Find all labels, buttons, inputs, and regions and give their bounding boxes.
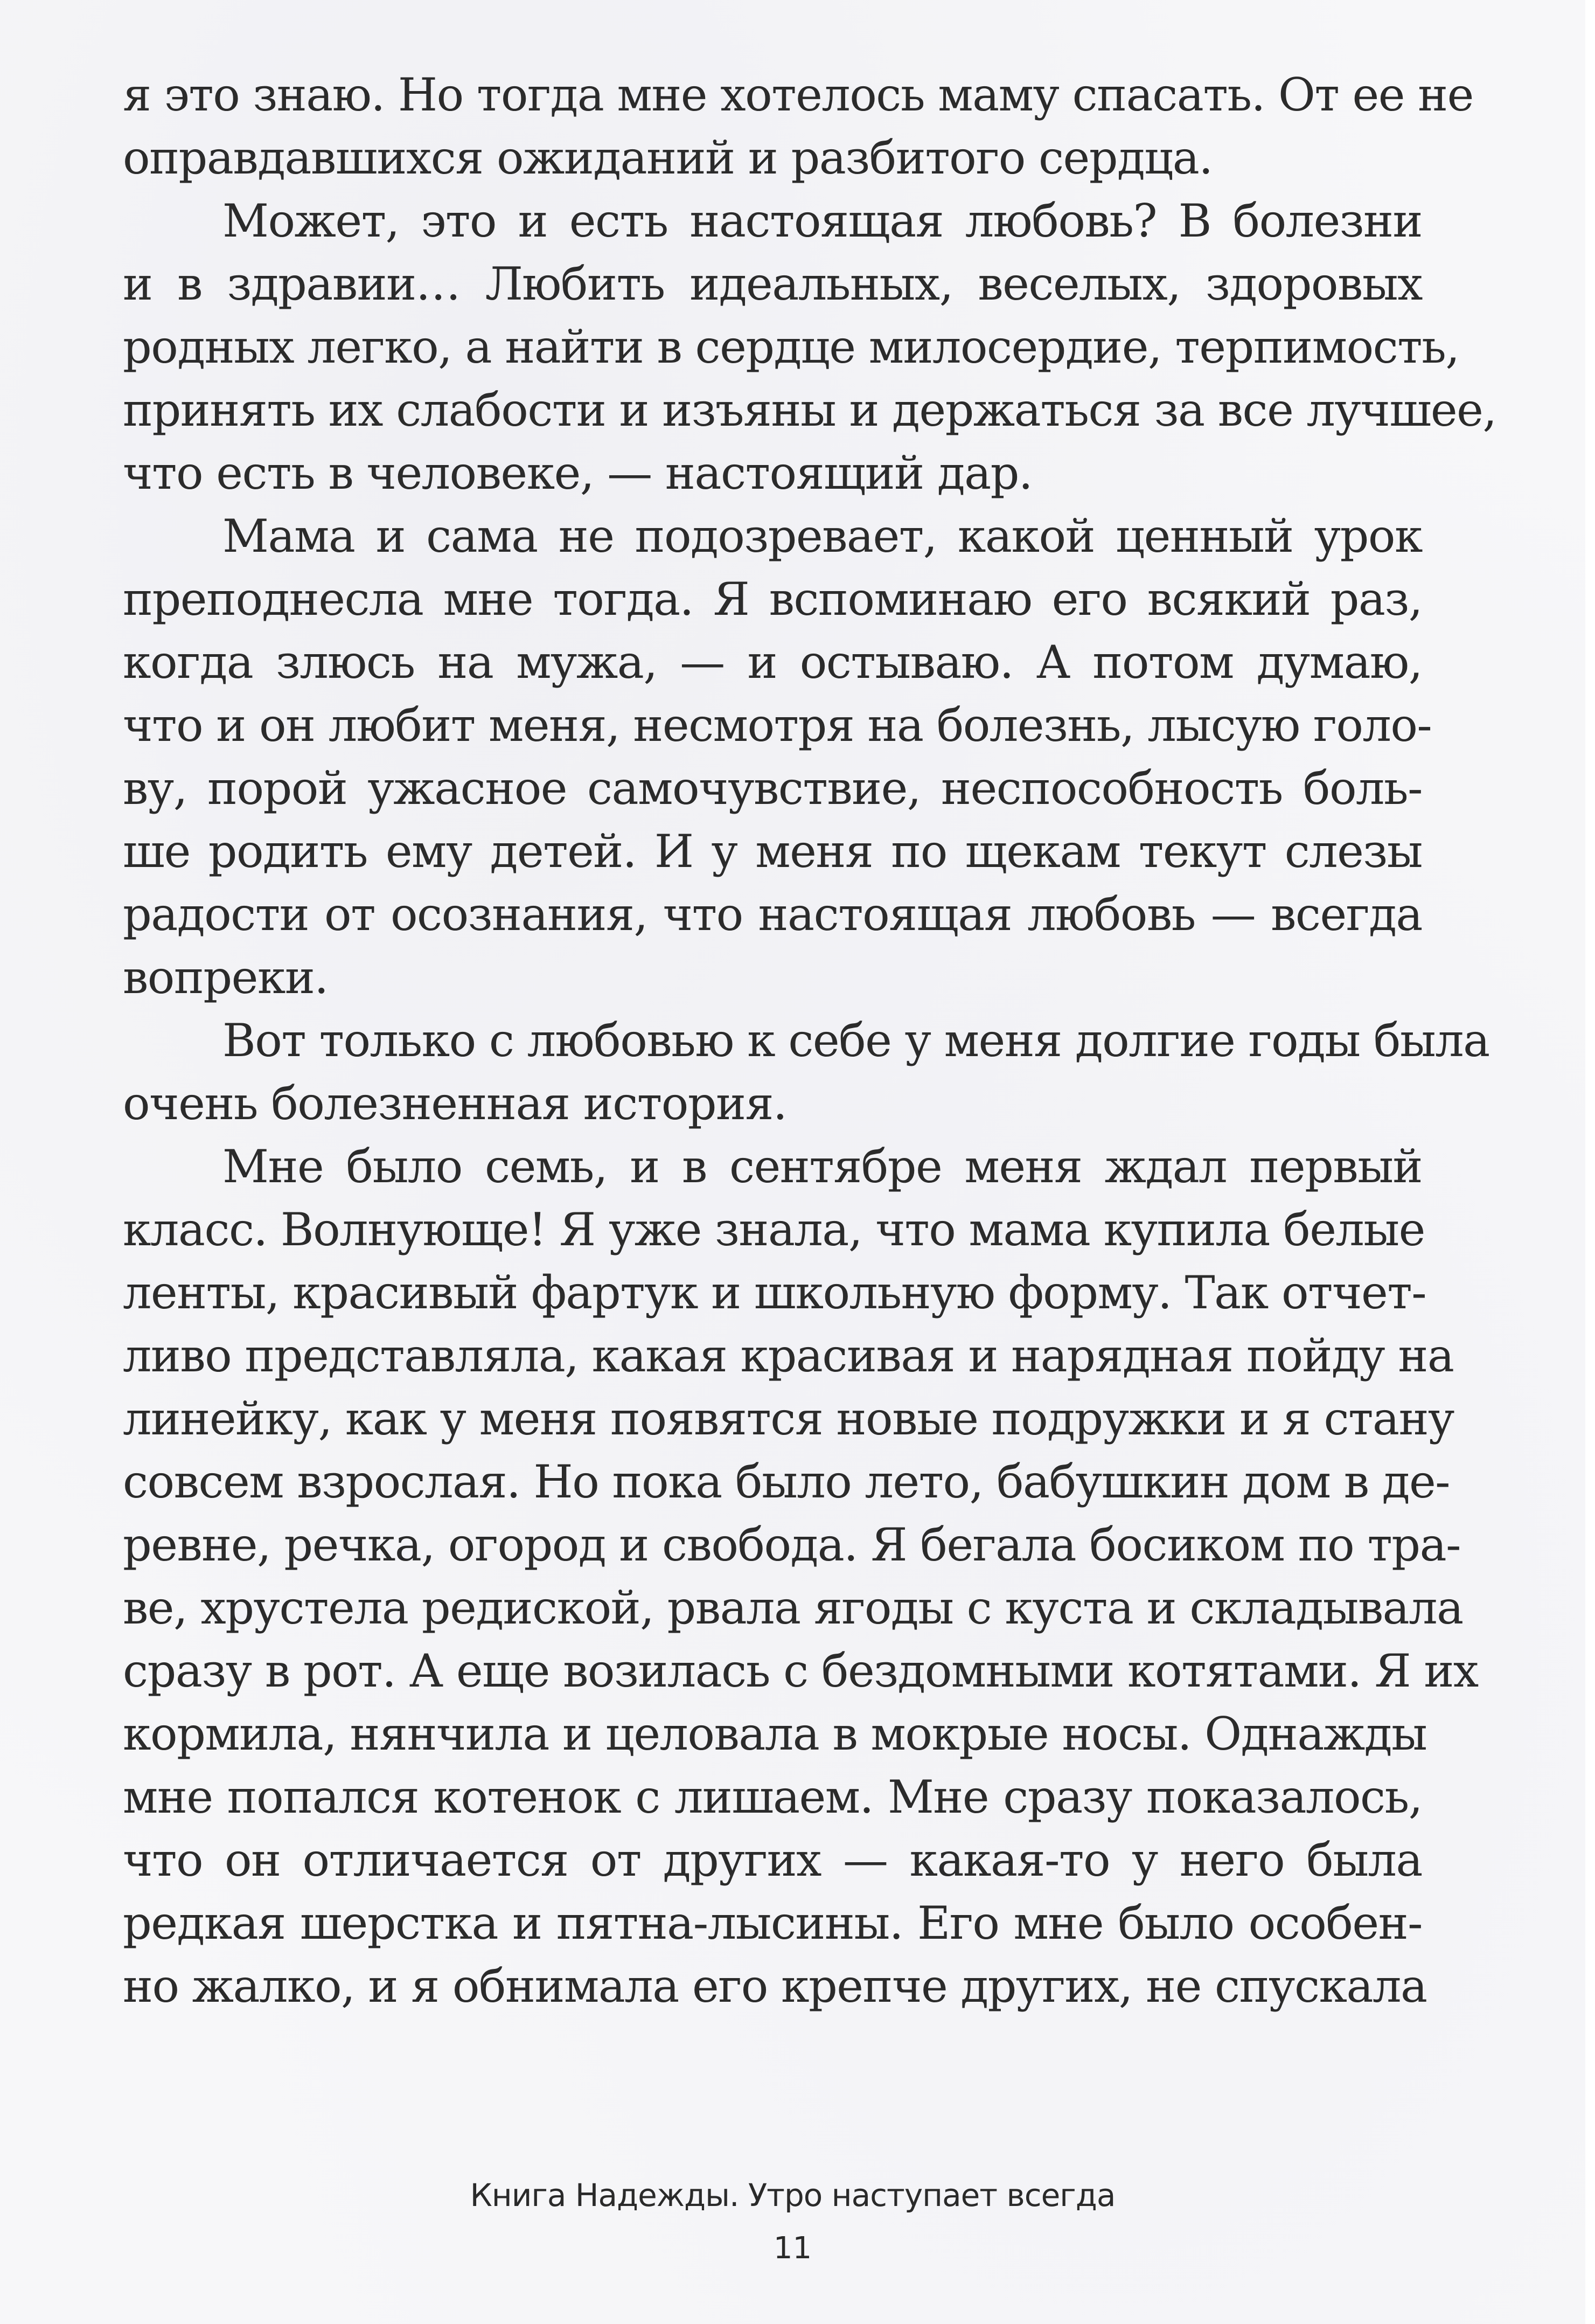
text-line: что и он любит меня, несмотря на болезнь, лысую голо-	[123, 699, 1432, 752]
text-line: мне попался котенок с лишаем. Мне сразу показалось,	[123, 1771, 1422, 1823]
text-line: кормила, нянчила и целовала в мокрые носы. Однажды	[123, 1708, 1427, 1760]
paragraph	[123, 64, 1473, 190]
running-footer-title: Книга Надежды. Утро наступает всегда	[470, 2177, 1116, 2214]
page-number: 11	[773, 2231, 812, 2266]
text-line: Мама и сама не подозревает, какой ценный урок	[222, 510, 1422, 563]
text-line: преподнесла мне тогда. Я вспоминаю его всякий раз,	[123, 573, 1422, 626]
text-line: принять их слабости и изъяны и держаться за все лучшее,	[123, 384, 1496, 436]
text-line: ву, порой ужасное самочувствие, неспособность боль-	[123, 762, 1422, 815]
text-line: радости от осознания, что настоящая любовь — всегда	[123, 888, 1422, 941]
text-line: вопреки.	[123, 951, 328, 1004]
text-line: Вот только с любовью к себе у меня долгие годы была	[222, 1014, 1489, 1067]
text-line: что есть в человеке, — настоящий дар.	[123, 447, 1033, 500]
text-line: Мне было семь, и в сентябре меня ждал первый	[222, 1140, 1422, 1193]
text-line: ше родить ему детей. И у меня по щекам текут слезы	[123, 825, 1422, 878]
text-line: редкая шерстка и пятна-лысины. Его мне было особен-	[123, 1897, 1422, 1950]
paragraph	[123, 1009, 1489, 1135]
text-line: ве, хрустела редиской, рвала ягоды с куста и складывала	[123, 1581, 1463, 1634]
text-line: ленты, красивый фартук и школьную форму. Так отчет-	[123, 1266, 1426, 1319]
text-line: линейку, как у меня появятся новые подружки и я стану	[123, 1392, 1454, 1445]
paragraph	[123, 190, 1496, 505]
paragraph	[123, 1135, 1478, 2018]
text-line: оправдавшихся ожиданий и разбитого сердца.	[123, 131, 1213, 184]
page-edge	[1585, 0, 1595, 2324]
text-line: Может, это и есть настоящая любовь? В болезни	[222, 195, 1422, 247]
text-line: сразу в рот. А еще возилась с бездомными котятами. Я их	[123, 1645, 1478, 1697]
paragraph	[123, 505, 1432, 1009]
text-line: ливо представляла, какая красивая и нарядная пойду на	[123, 1329, 1454, 1382]
body-text	[123, 64, 1496, 2018]
text-line: очень болезненная история.	[123, 1077, 787, 1130]
text-line: но жалко, и я обнимала его крепче других, не спускала	[123, 1960, 1427, 2013]
text-line: когда злюсь на мужа, — и остываю. А потом думаю,	[123, 636, 1422, 689]
text-line: и в здравии… Любить идеальных, веселых, здоровых	[123, 258, 1422, 310]
text-line: родных легко, а найти в сердце милосердие, терпимость,	[123, 321, 1459, 373]
text-line: совсем взрослая. Но пока было лето, бабушкин дом в де-	[123, 1455, 1450, 1508]
text-line: я это знаю. Но тогда мне хотелось маму спасать. От ее не	[123, 68, 1473, 121]
text-line: ревне, речка, огород и свобода. Я бегала босиком по тра-	[123, 1518, 1461, 1571]
text-line: что он отличается от других — какая-то у него была	[123, 1834, 1422, 1886]
text-line: класс. Волнующе! Я уже знала, что мама купила белые	[123, 1203, 1425, 1256]
